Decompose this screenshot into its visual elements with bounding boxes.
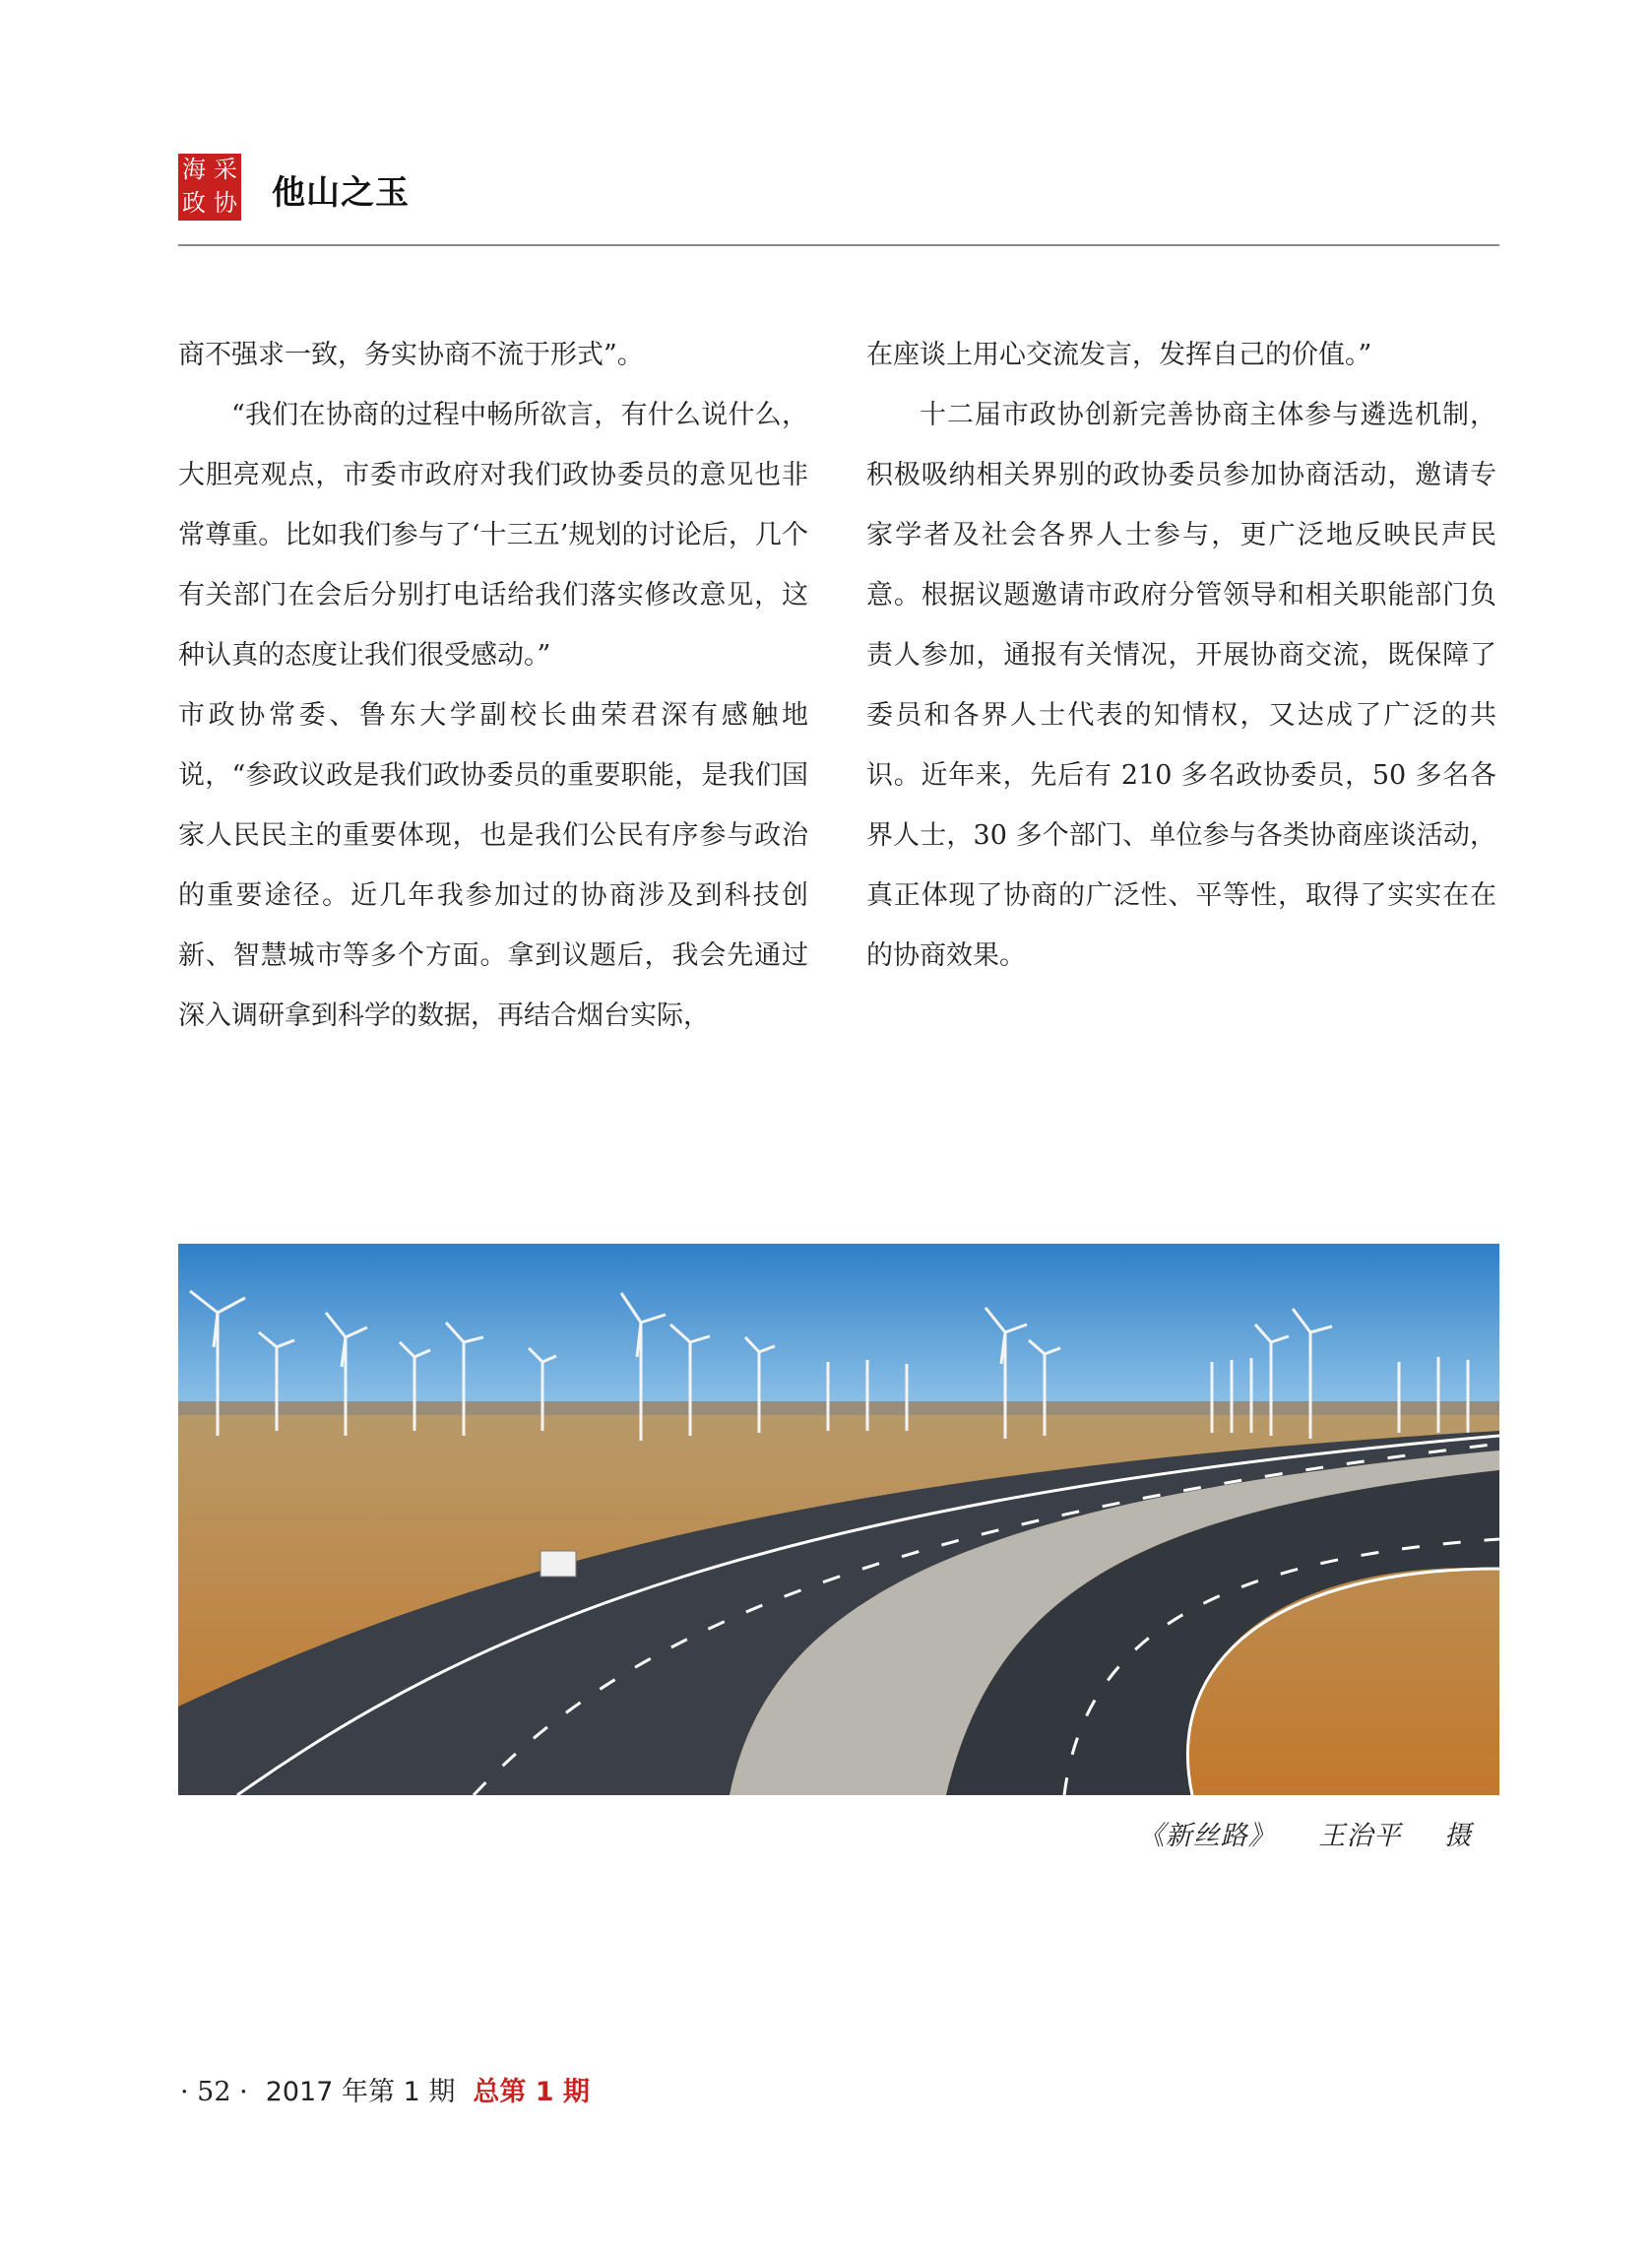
seal-char: 协 [214, 189, 237, 217]
issue-label: 2017 年第 1 期 [265, 2077, 456, 2107]
magazine-seal-logo [178, 154, 241, 221]
highway-wind-farm-photo [178, 1244, 1499, 1795]
seal-char: 采 [214, 156, 237, 183]
issue-total-label: 总第 1 期 [473, 2077, 590, 2107]
caption-credit: 摄 [1444, 1821, 1472, 1851]
page-number: · 52 · [180, 2077, 248, 2107]
paragraph: 在座谈上用心交流发言，发挥自己的价值。” [866, 340, 1372, 370]
paragraph: 十二届市政协创新完善协商主体参与遴选机制，积极吸纳相关界别的政协委员参加协商活动，邀请专家学者及社会各界人士参与，更广泛地反映民声民意。根据议题邀请市政府分管领导和相关职能部门负责人参加，通报有关情况，开展协商交流，既保障了委员和各界人士代表的知情权，又达成了广泛的共识。近年来，先后有 210 多名政协委员，50 多名各界人士，30 多个部门、单位参与各类协商座谈活动，真正体现了协商的广泛性、平等性，取得了实实在在的协商效果。 [866, 400, 1496, 971]
paragraph: 市政协常委、鲁东大学副校长曲荣君深有感触地说，“参政议政是我们政协委员的重要职能，是我们国家人民民主的重要体现，也是我们公民有序参与政治的重要途径。近几年我参加过的协商涉及到科技创新、智慧城市等多个方面。拿到议题后，我会先通过深入调研拿到科学的数据，再结合烟台实际， [178, 700, 808, 1031]
paragraph: “我们在协商的过程中畅所欲言，有什么说什么，大胆亮观点，市委市政府对我们政协委员的意见也非常尊重。比如我们参与了‘十三五’规划的讨论后，几个有关部门在会后分别打电话给我们落实修改意见，这种认真的态度让我们很受感动。” [178, 400, 808, 671]
paragraph: 商不强求一致，务实协商不流于形式”。 [178, 340, 644, 370]
caption-author: 王治平 [1318, 1821, 1402, 1851]
header-divider [178, 244, 1499, 246]
photo-caption [1138, 1814, 1472, 1852]
seal-char: 海 [182, 156, 206, 183]
caption-title: 《新丝路》 [1137, 1821, 1276, 1851]
section-title: 他山之玉 [272, 173, 410, 213]
seal-char: 政 [182, 189, 206, 217]
page-footer [180, 2070, 590, 2108]
left-column [178, 325, 808, 1046]
right-column [866, 325, 1496, 986]
